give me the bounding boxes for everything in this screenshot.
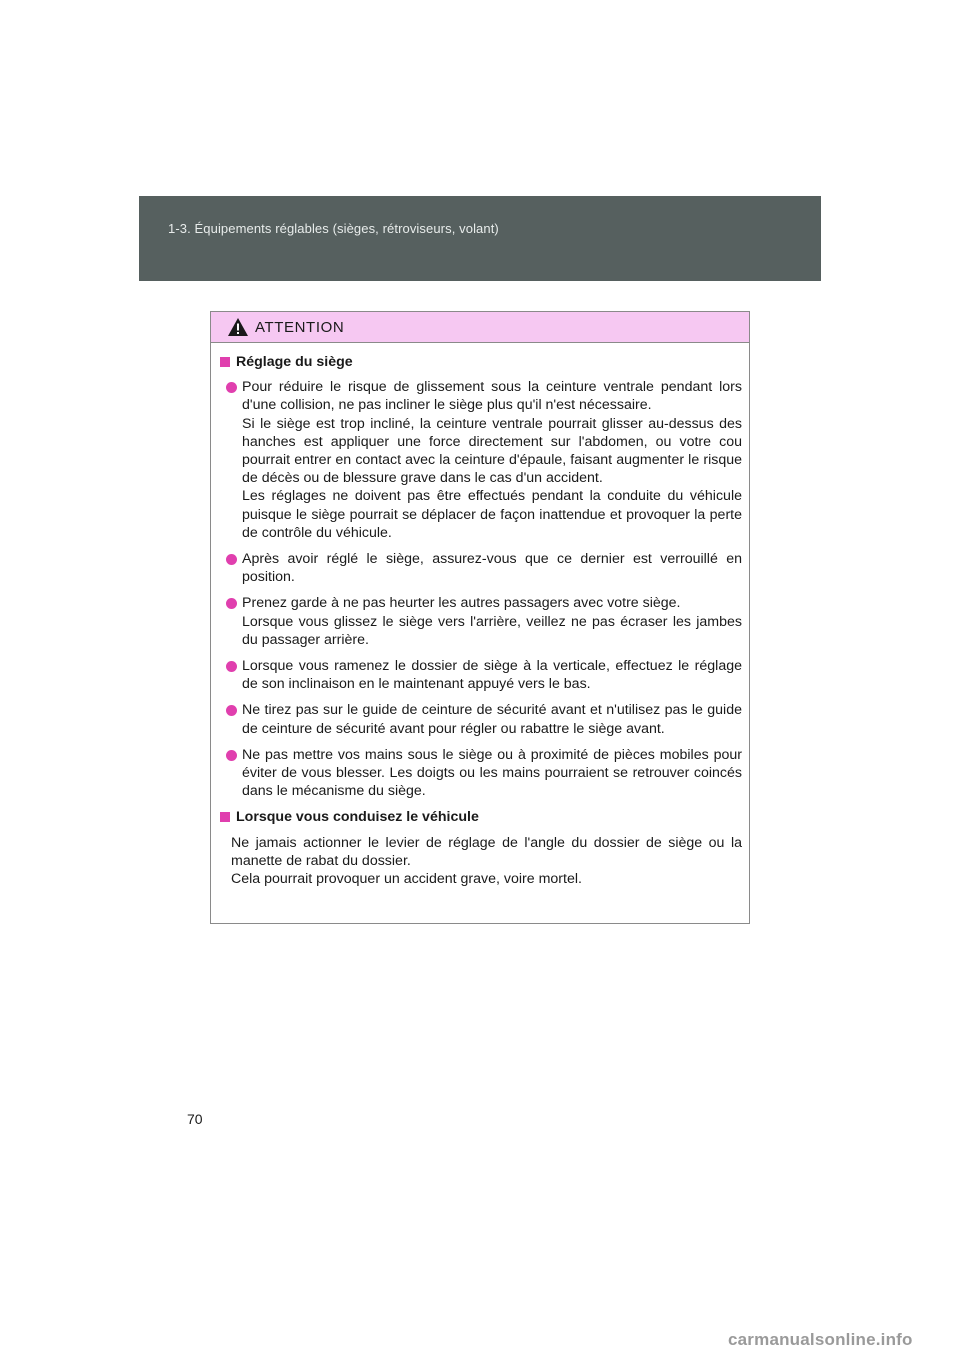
warning-triangle-icon — [227, 317, 249, 337]
list-item — [218, 378, 742, 542]
list-item — [218, 746, 742, 801]
item-text: Si le siège est trop incliné, la ceinture ventrale pourrait glisser au-dessus des hanches est appliquer une force directement sur l'abdomen, ou votre cou pourrait entrer en contact avec la ceinture d'épaule, faisant augmenter le risque de décès ou de blessure grave dans le cas d'un accident. — [242, 415, 742, 487]
section-title-seat-adjustment: Réglage du siège — [218, 353, 742, 371]
circle-bullet-icon — [226, 382, 237, 393]
item-text: Les réglages ne doivent pas être effectués pendant la conduite du véhicule puisque le siège pourrait se déplacer de façon inattendue et provoquer la perte de contrôle du véhicule. — [242, 488, 742, 541]
list-item — [218, 657, 742, 693]
list-item — [218, 550, 742, 586]
circle-bullet-icon — [226, 661, 237, 672]
paragraph-text: Ne jamais actionner le levier de réglage de l'angle du dossier de siège ou la manette de rabat du dossier. — [231, 834, 742, 869]
item-text: Ne tirez pas sur le guide de ceinture de sécurité avant et n'utilisez pas le guide de ceinture de sécurité avant pour régler ou rabattre le siège avant. — [242, 702, 742, 737]
item-text: Après avoir réglé le siège, assurez-vous que ce dernier est verrouillé en position. — [242, 551, 742, 586]
list-item — [218, 701, 742, 737]
chapter-title: 1-3. Équipements réglables (sièges, rétroviseurs, volant) — [168, 221, 499, 236]
watermark: carmanualsonline.info — [728, 1330, 913, 1349]
paragraph-text: Cela pourrait provoquer un accident grave, voire mortel. — [231, 871, 582, 888]
page-number: 70 — [187, 1111, 203, 1127]
item-text: Ne pas mettre vos mains sous le siège ou à proximité de pièces mobiles pour éviter de vous blesser. Les doigts ou les mains pourraient se retrouver coincés dans le mécanisme du siège. — [242, 746, 742, 800]
section-paragraph — [218, 834, 742, 889]
circle-bullet-icon — [226, 598, 237, 609]
chapter-header-band — [139, 196, 821, 281]
circle-bullet-icon — [226, 750, 237, 761]
circle-bullet-icon — [226, 705, 237, 716]
warning-box — [210, 311, 750, 924]
square-bullet-icon — [220, 357, 230, 367]
list-item — [218, 594, 742, 649]
square-bullet-icon — [220, 812, 230, 822]
circle-bullet-icon — [226, 554, 237, 565]
item-text: Lorsque vous ramenez le dossier de siège à la verticale, effectuez le réglage de son inclinaison en le maintenant appuyé vers le bas. — [242, 658, 742, 693]
warning-body — [211, 343, 749, 888]
warning-header — [211, 312, 749, 343]
item-text: Lorsque vous glissez le siège vers l'arrière, veillez ne pas écraser les jambes du passager arrière. — [242, 613, 742, 648]
item-text: Prenez garde à ne pas heurter les autres passagers avec votre siège. — [242, 595, 681, 612]
warning-label: ATTENTION — [255, 319, 345, 336]
item-text: Pour réduire le risque de glissement sous la ceinture ventrale pendant lors d'une collision, ne pas incliner le siège plus qu'il n'est nécessaire. — [242, 379, 742, 414]
section-title-while-driving: Lorsque vous conduisez le véhicule — [218, 808, 742, 826]
